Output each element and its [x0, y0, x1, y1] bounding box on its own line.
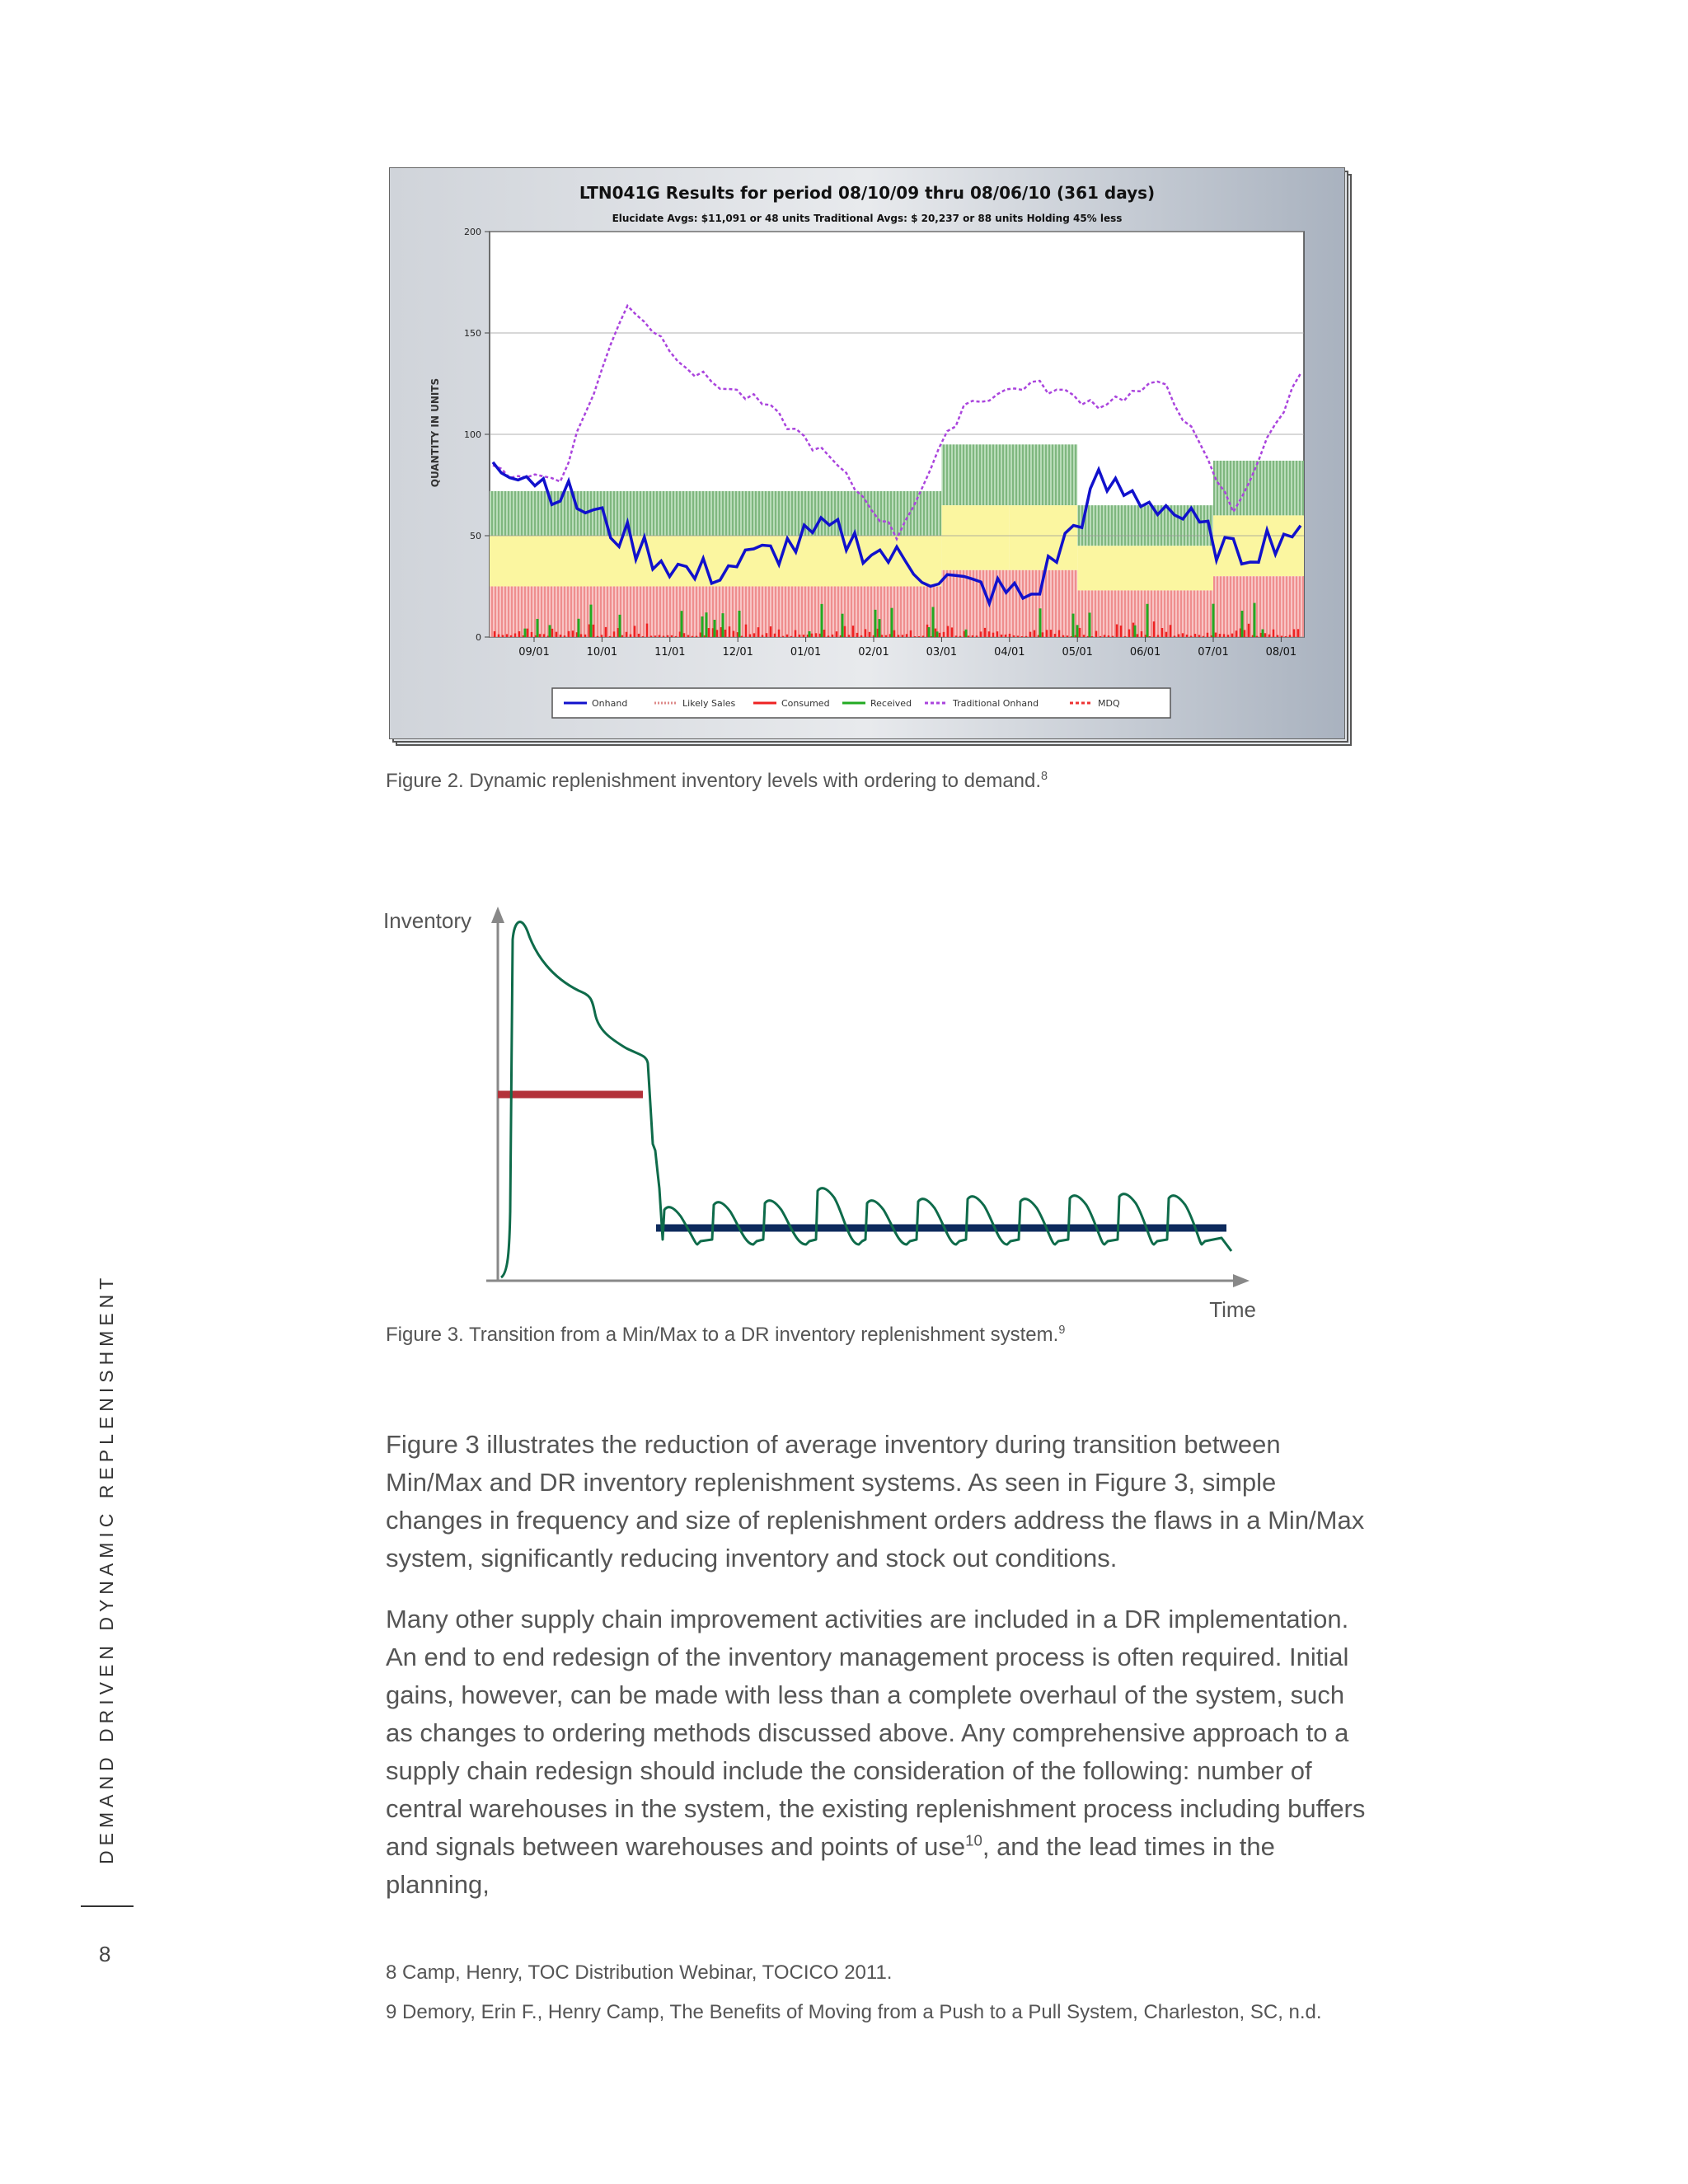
x-tick-label: 01/01: [790, 646, 822, 658]
x-tick-label: 03/01: [926, 646, 958, 658]
y-tick-label: 50: [470, 531, 481, 541]
x-tick-label: 11/01: [654, 646, 686, 658]
yellow-zone: [1077, 546, 1213, 590]
red-zone: [1213, 576, 1304, 637]
chart-title: LTN041G Results for period 08/10/09 thru 08/06/10 (361 days): [579, 183, 1156, 203]
x-axis-label: Time: [1209, 1297, 1256, 1322]
figure-2-caption: Figure 2. Dynamic replenishment inventory levels with ordering to demand.$^8$: [386, 770, 1048, 792]
y-axis-label: Inventory: [383, 908, 471, 933]
y-axis-arrow: [491, 907, 504, 923]
chart-subtitle: Elucidate Avgs: $11,091 or 48 units Traditional Avgs: $ 20,237 or 88 units Holding 45% less: [612, 213, 1123, 224]
x-tick-label: 06/01: [1129, 646, 1161, 658]
figure-3-caption: Figure 3. Transition from a Min/Max to a DR inventory replenishment system.$^9$: [386, 1324, 1066, 1346]
y-axis-label: QUANTITY IN UNITS: [429, 377, 441, 488]
x-tick-label: 07/01: [1198, 646, 1229, 658]
y-tick-label: 100: [464, 429, 481, 440]
legend-item: Consumed: [781, 698, 830, 709]
sidebar-rule: [81, 1905, 134, 1907]
footnote-ref-9: 9: [1058, 1324, 1066, 1337]
yellow-zone: [941, 505, 1009, 570]
chart-legend: [552, 688, 1170, 718]
y-tick-label: 200: [464, 227, 481, 237]
green-zone: [490, 491, 941, 536]
page-number: 8: [99, 1942, 111, 1966]
x-tick-label: 09/01: [518, 646, 550, 658]
yellow-zone: [1213, 515, 1304, 576]
inventory-curve: [501, 922, 1231, 1277]
green-zone: [1213, 461, 1304, 515]
footnote-ref-10: 10: [965, 1831, 982, 1849]
legend-item: MDQ: [1098, 698, 1120, 709]
body-paragraph-1: Figure 3 illustrates the reduction of average inventory during transition between Min/Max and DR inventory replenishment systems. As seen in Figure 3, simple changes in frequency and size of replenishment orders address the flaws in a Min/Max system, significantly reducing inventory and stock out conditions.: [386, 1430, 1365, 1572]
x-tick-label: 05/01: [1062, 646, 1093, 658]
footnote-ref-8: 8: [1041, 770, 1048, 783]
body-paragraph-2: Many other supply chain improvement activities are included in a DR implementation. An end to end redesign of the inventory management process is often required. Initial gains, however, can be made with less than a complete overhaul of the system, such as changes to ordering methods discussed above. Any comprehensive approach to a supply chain redesign should include the consideration of the following: number of central warehouses in the system, the existing replenishment process including buffers and signals between warehouses and points of use$^{10}$, and the lead times in the planning,: [386, 1605, 1366, 1899]
yellow-zone: [1010, 505, 1077, 570]
footnote-9: 9 Demory, Erin F., Henry Camp, The Benefits of Moving from a Push to a Pull System, Charleston, SC, n.d.: [386, 2001, 1322, 2023]
x-tick-label: 08/01: [1265, 646, 1297, 658]
figure-2: [389, 167, 1352, 746]
footnote-8: 8 Camp, Henry, TOC Distribution Webinar, TOCICO 2011.: [386, 1961, 893, 1984]
red-zone: [1077, 590, 1213, 637]
x-tick-label: 10/01: [586, 646, 618, 658]
x-axis-arrow: [1233, 1274, 1250, 1287]
y-tick-label: 0: [476, 632, 481, 643]
yellow-zone: [490, 536, 941, 587]
legend-item: Traditional Onhand: [953, 698, 1039, 709]
x-tick-label: 12/01: [722, 646, 753, 658]
green-zone: [1010, 444, 1077, 505]
y-tick-label: 150: [464, 328, 481, 339]
figure-3: [363, 898, 1269, 1327]
legend-item: Received: [870, 698, 912, 709]
legend-item: Onhand: [592, 698, 628, 709]
running-header: DEMAND DRIVEN DYNAMIC REPLENISHMENT: [96, 1272, 117, 1864]
x-tick-label: 02/01: [858, 646, 889, 658]
legend-item: Likely Sales: [682, 698, 736, 709]
green-zone: [941, 444, 1009, 505]
inventory-results-chart: [389, 167, 1345, 739]
x-tick-label: 04/01: [994, 646, 1025, 658]
